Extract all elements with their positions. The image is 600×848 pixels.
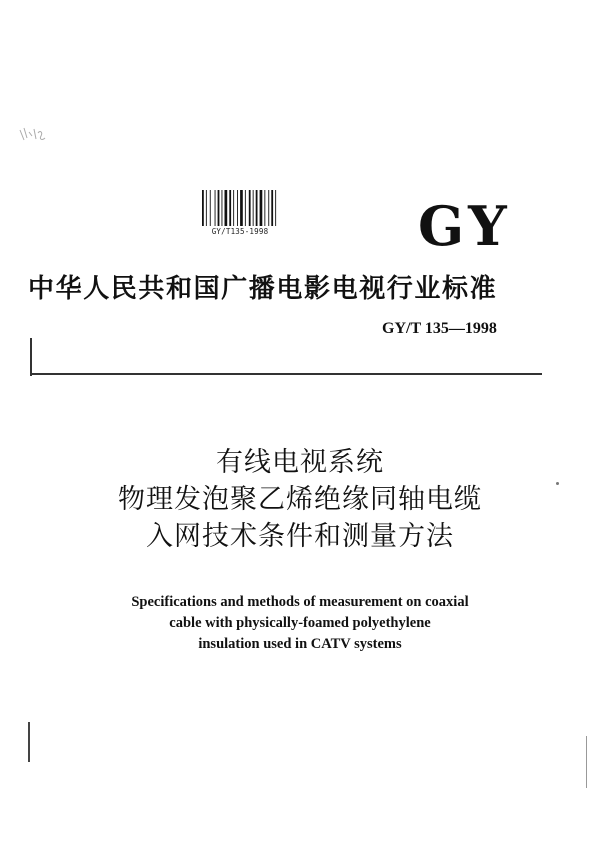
barcode-bar [202, 190, 204, 226]
standard-category-title: 中华人民共和国广播电影电视行业标准 [28, 274, 498, 304]
english-title [0, 592, 600, 655]
header-rule-vertical [30, 338, 32, 376]
chinese-title [0, 444, 600, 555]
barcode-bar [249, 190, 251, 226]
barcode-bar [245, 190, 246, 226]
english-title-line-2: cable with physically-foamed polyethylene [169, 615, 431, 631]
barcode-bar [253, 190, 254, 226]
barcode-bars [200, 190, 280, 226]
standard-number: GY/T 135—1998 [382, 320, 497, 337]
barcode-bar [268, 190, 269, 226]
margin-mark-right [586, 736, 587, 788]
barcode-bar [229, 190, 231, 226]
barcode-bar [240, 190, 243, 226]
scan-speck [556, 482, 559, 485]
english-title-line-3: insulation used in CATV systems [198, 636, 402, 652]
barcode-bar [218, 190, 220, 226]
chinese-title-line-2: 物理发泡聚乙烯绝缘同轴电缆 [118, 484, 482, 515]
barcode-bar [210, 190, 211, 226]
barcode-bar [256, 190, 258, 226]
barcode-bar [206, 190, 207, 226]
margin-mark-left [28, 722, 30, 762]
barcode-bar [271, 190, 273, 226]
header-rule-horizontal [30, 373, 542, 375]
chinese-title-line-1: 有线电视系统 [216, 447, 384, 478]
barcode [200, 190, 280, 236]
barcode-bar [237, 190, 238, 226]
barcode-bar [264, 190, 265, 226]
barcode-bar [225, 190, 228, 226]
barcode-text: GY/T135-1998 [211, 227, 269, 236]
barcode-bar [260, 190, 263, 226]
chinese-title-line-3: 入网技术条件和测量方法 [146, 521, 454, 552]
barcode-bar [222, 190, 223, 226]
gy-logo: GY [418, 194, 511, 258]
scan-artifact-mark [18, 124, 48, 146]
english-title-line-1: Specifications and methods of measurement on coaxial [131, 594, 469, 610]
barcode-bar [215, 190, 216, 226]
barcode-bar [275, 190, 276, 226]
barcode-bar [233, 190, 234, 226]
